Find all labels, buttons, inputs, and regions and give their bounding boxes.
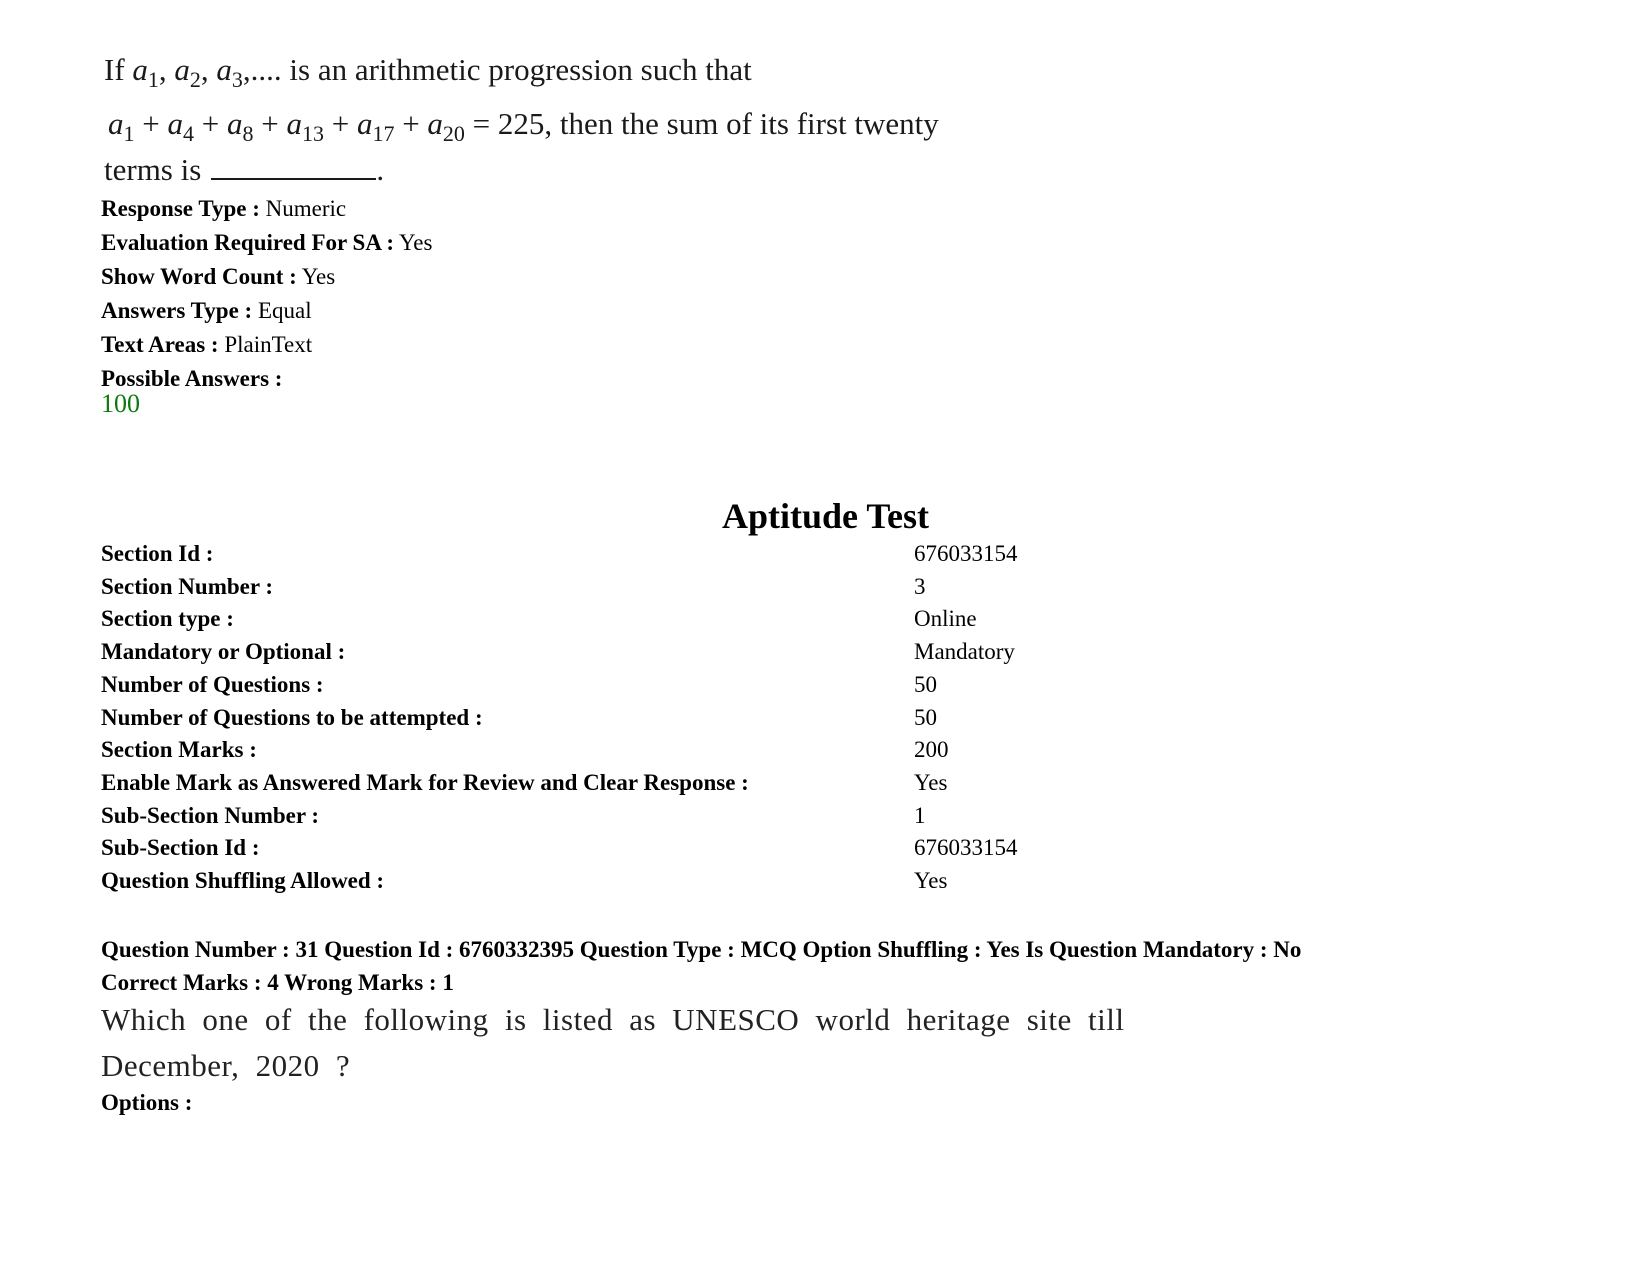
label: Possible Answers : xyxy=(101,366,283,391)
section-info-key: Number of Questions to be attempted : xyxy=(101,704,483,730)
label: Show Word Count : xyxy=(101,264,297,289)
section-info-key: Mandatory or Optional : xyxy=(101,639,346,665)
section-info-key: Enable Mark as Answered Mark for Review and Clear Response : xyxy=(101,769,749,795)
math-var: a xyxy=(108,106,124,141)
section-info-value: Mandatory xyxy=(914,639,1015,665)
evaluation-row xyxy=(101,226,432,260)
text-areas-row xyxy=(101,328,432,362)
label: Evaluation Required For SA : xyxy=(101,230,395,255)
response-type-row xyxy=(101,192,432,226)
section-info-value: Online xyxy=(914,606,977,632)
question-text: If xyxy=(104,52,125,87)
math-var: a xyxy=(132,52,148,87)
section-info-value: 50 xyxy=(914,671,937,697)
value: Yes xyxy=(399,230,433,255)
response-meta xyxy=(101,192,432,396)
math-sub: 3 xyxy=(231,67,243,92)
math-sub: 1 xyxy=(123,121,135,146)
section-info-value: Yes xyxy=(914,868,948,893)
value: PlainText xyxy=(224,332,313,357)
marks-info: Correct Marks : 4 Wrong Marks : 1 xyxy=(101,970,454,995)
section-info-value: 676033154 xyxy=(914,541,1018,566)
section-info-key: Section Number : xyxy=(101,573,274,599)
question-line-2: $a_1 + a_4 + a_8 + a_{13} + a_{17} + a_{20} = 225$, then the sum of its first twenty xyxy=(108,106,939,146)
section-info-value: 676033154 xyxy=(914,835,1018,861)
section-info-value: 3 xyxy=(914,573,926,599)
section-info-key: Question Shuffling Allowed : xyxy=(101,868,385,893)
question-line-1: If $a_1$, $a_2$, $a_3$,.... is an arithmetic progression such that xyxy=(104,52,752,92)
label: Text Areas : xyxy=(101,332,219,357)
value: Numeric xyxy=(265,196,347,221)
answer-blank xyxy=(211,154,376,180)
label: Answers Type : xyxy=(101,298,253,323)
section-title: Aptitude Test xyxy=(721,496,930,536)
equation-result: = 225 xyxy=(472,106,545,141)
label: Response Type : xyxy=(101,196,260,221)
word-count-row xyxy=(101,260,432,294)
section-info-key: Section Marks : xyxy=(101,737,257,763)
period: . xyxy=(376,152,385,187)
math-sub: 1 xyxy=(147,67,159,92)
value: Equal xyxy=(257,298,312,323)
math-sub: 17 xyxy=(372,121,395,146)
question-text-line-1: Which one of the following is listed as UNESCO world heritage site till xyxy=(101,1002,1125,1037)
math-sub: 2 xyxy=(189,67,201,92)
question-text: terms is xyxy=(104,152,202,187)
section-info-value: 50 xyxy=(914,704,937,730)
options-label: Options : xyxy=(101,1090,193,1115)
possible-answers-row xyxy=(101,362,432,396)
math-sub: 8 xyxy=(242,121,254,146)
question-text: ,.... is an arithmetic progression such that xyxy=(242,52,752,87)
section-info-key: Section type : xyxy=(101,606,234,632)
answers-type-row xyxy=(101,294,432,328)
value: Yes xyxy=(301,264,336,289)
math-var: a xyxy=(226,106,243,141)
section-info-key: Section Id : xyxy=(101,541,214,566)
math-sub: 13 xyxy=(301,121,324,146)
section-info-value: Yes xyxy=(914,769,948,795)
math-var: a xyxy=(286,106,302,141)
section-info-key: Number of Questions : xyxy=(101,671,324,697)
question-text-line-2: December, 2020 ? xyxy=(101,1048,351,1083)
section-info-value: 200 xyxy=(914,737,949,763)
question-header: Question Number : 31 Question Id : 6760332395 Question Type : MCQ Option Shuffling : Yes Is Question Mandatory : No xyxy=(101,937,1302,962)
possible-answer-value: 100 xyxy=(101,389,140,418)
math-sub: 4 xyxy=(182,121,194,146)
math-var: a xyxy=(216,52,232,87)
math-var: a xyxy=(167,106,183,141)
section-info-key: Sub-Section Id : xyxy=(101,835,260,861)
question-line-3 xyxy=(104,152,384,188)
section-info-key: Sub-Section Number : xyxy=(101,802,320,828)
math-sub: 20 xyxy=(442,121,465,146)
math-var: a xyxy=(427,106,443,141)
math-var: a xyxy=(356,106,373,141)
math-var: a xyxy=(174,52,190,87)
section-info-value: 1 xyxy=(914,802,926,828)
question-text: , then the sum of its first twenty xyxy=(544,106,939,141)
